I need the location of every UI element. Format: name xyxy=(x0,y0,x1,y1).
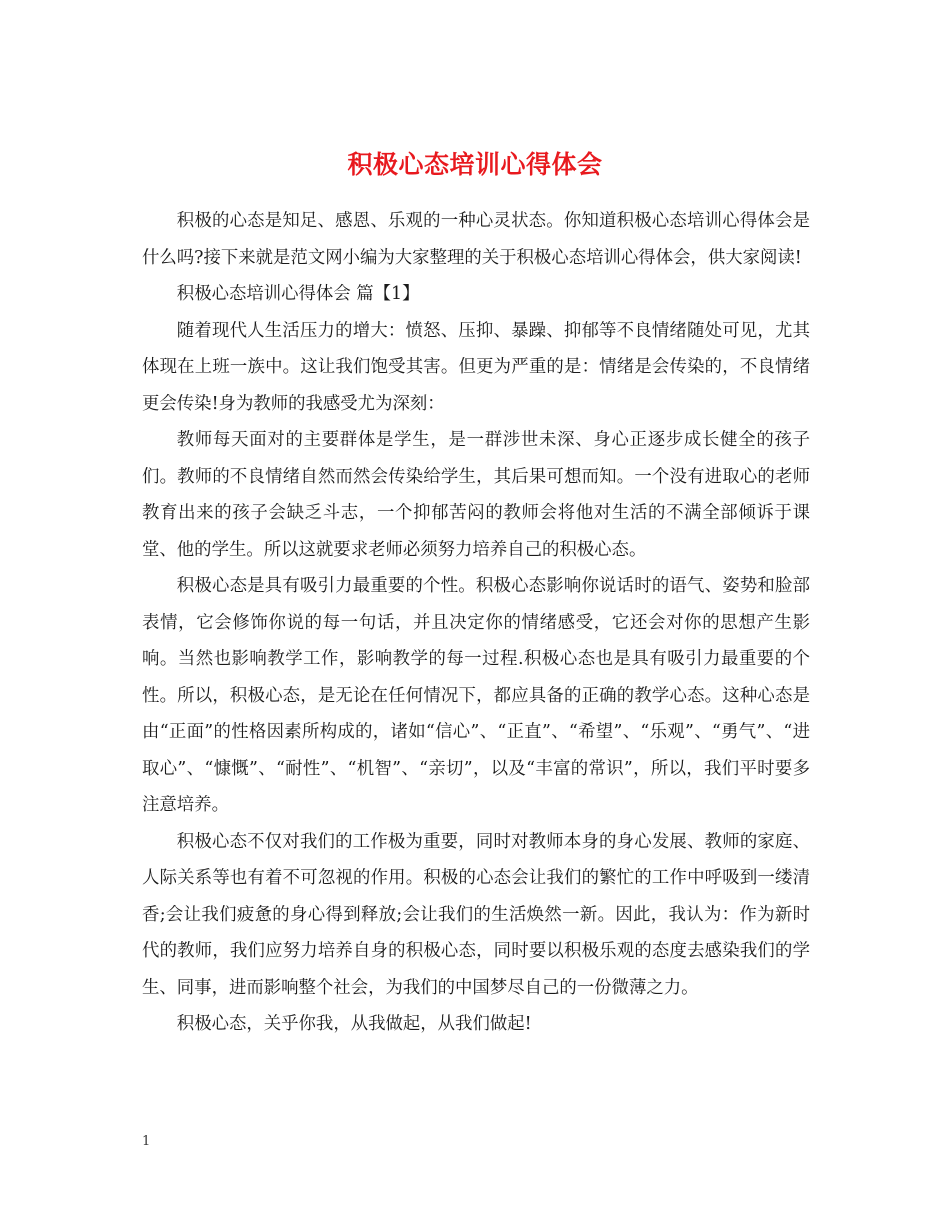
document-body xyxy=(142,203,810,1043)
body-paragraph: 积极心态是具有吸引力最重要的个性。积极心态影响你说话时的语气、姿势和脸部表情，它会修饰你说的每一句话，并且决定你的情绪感受，它还会对你的思想产生影响。当然也影响教学工作，影响教学的每一过程.积极心态也是具有吸引力最重要的个性。所以，积极心态，是无论在任何情况下，都应具备的正确的教学心态。这种心态是由“正面”的性格因素所构成的，诸如“信心”、“正直”、“希望”、“乐观”、“勇气”、“进取心”、“慷慨”、“耐性”、“机智”、“亲切”，以及“丰富的常识”，所以，我们平时要多注意培养。 xyxy=(142,576,810,815)
body-paragraph: 教师每天面对的主要群体是学生，是一群涉世未深、身心正逐步成长健全的孩子们。教师的不良情绪自然而然会传染给学生，其后果可想而知。一个没有进取心的老师教育出来的孩子会缺乏斗志，一个抑郁苦闷的教师会将他对生活的不满全部倾诉于课堂、他的学生。所以这就要求老师必须努力培养自己的积极心态。 xyxy=(142,430,810,560)
body-paragraph: 随着现代人生活压力的增大：愤怒、压抑、暴躁、抑郁等不良情绪随处可见，尤其体现在上班一族中。这让我们饱受其害。但更为严重的是：情绪是会传染的，不良情绪更会传染!身为教师的我感受尤为深刻： xyxy=(142,320,810,414)
body-paragraph: 积极心态不仅对我们的工作极为重要，同时对教师本身的身心发展、教师的家庭、人际关系等也有着不可忽视的作用。积极的心态会让我们的繁忙的工作中呼吸到一缕清香;会让我们疲惫的身心得到释放;会让我们的生活焕然一新。因此，我认为：作为新时代的教师，我们应努力培养自身的积极心态，同时要以积极乐观的态度去感染我们的学生、同事，进而影响整个社会，为我们的中国梦尽自己的一份微薄之力。 xyxy=(142,831,810,998)
document-title: 积极心态培训心得体会 xyxy=(347,149,603,179)
intro-paragraph: 积极的心态是知足、感恩、乐观的一种心灵状态。你知道积极心态培训心得体会是什么吗?接下来就是范文网小编为大家整理的关于积极心态培训心得体会，供大家阅读! xyxy=(142,211,810,268)
section-heading: 积极心态培训心得体会 篇【1】 xyxy=(176,284,420,304)
closing-paragraph: 积极心态，关乎你我，从我做起，从我们做起! xyxy=(176,1014,532,1034)
page-number: 1 xyxy=(142,1134,151,1149)
